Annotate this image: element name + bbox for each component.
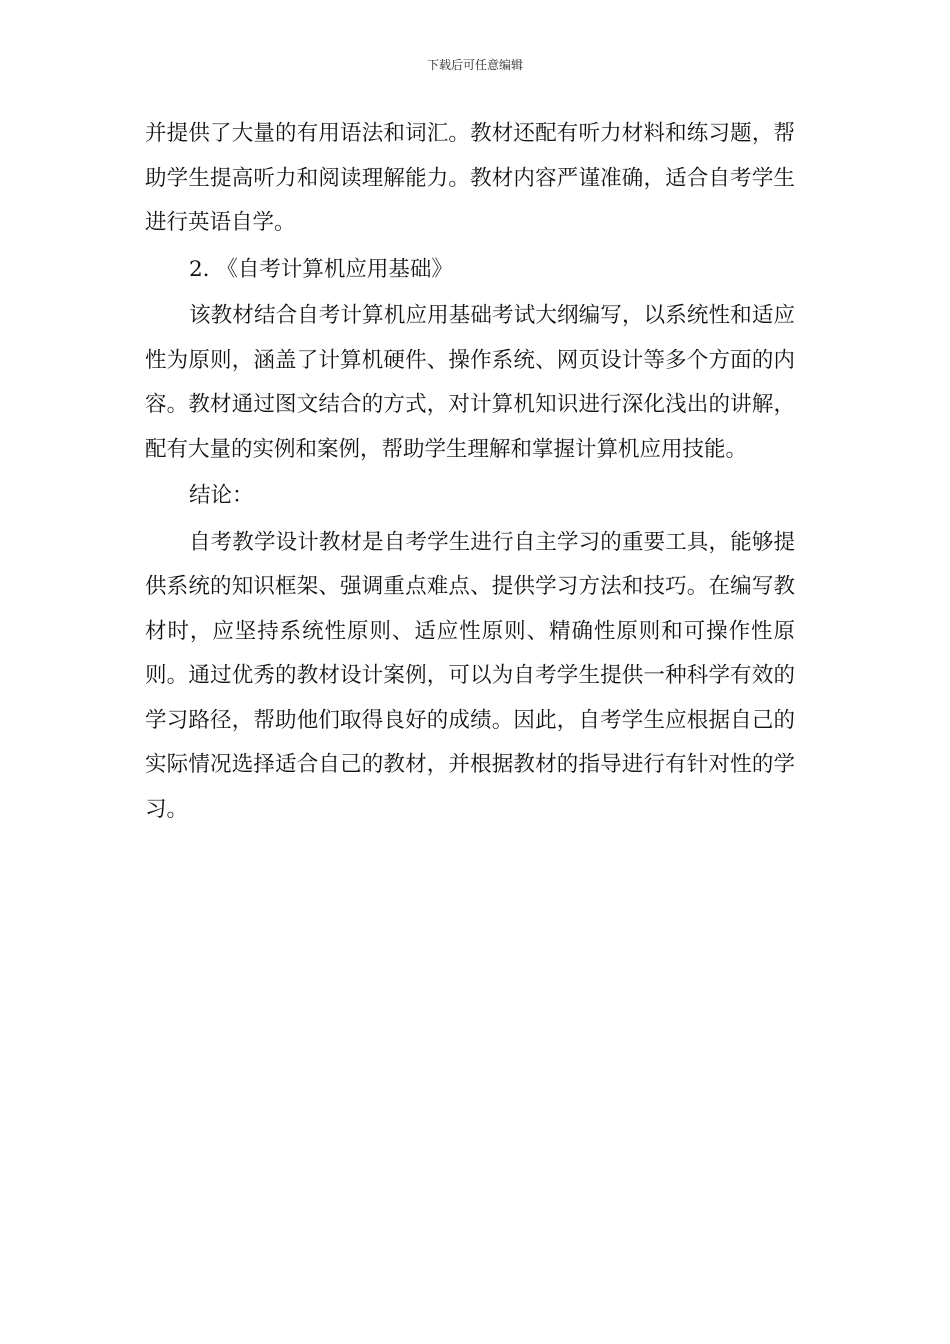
paragraph-computer-textbook: 该教材结合自考计算机应用基础考试大纲编写，以系统性和适应性为原则，涵盖了计算机硬件、操作系统、网页设计等多个方面的内容。教材通过图文结合的方式，对计算机知识进行深化浅出的讲解，配有大量的实例和案例，帮助学生理解和掌握计算机应用技能。 [145,303,795,462]
section-heading-computer-textbook: 2. 《自考计算机应用基础》 [189,256,453,282]
page-header: 下载后可任意编辑 [426,58,523,72]
document-body [145,112,795,832]
paragraph-continuation: 并提供了大量的有用语法和词汇。教材还配有听力材料和练习题，帮助学生提高听力和阅读理解能力。教材内容严谨准确，适合自考学生进行英语自学。 [145,121,795,235]
paragraph-conclusion: 自考教学设计教材是自考学生进行自主学习的重要工具，能够提供系统的知识框架、强调重点难点、提供学习方法和技巧。在编写教材时，应坚持系统性原则、适应性原则、精确性原则和可操作性原则。通过优秀的教材设计案例，可以为自考学生提供一种科学有效的学习路径，帮助他们取得良好的成绩。因此，自考学生应根据自己的实际情况选择适合自己的教材，并根据教材的指导进行有针对性的学习。 [145,529,795,822]
conclusion-heading: 结论： [189,483,254,508]
